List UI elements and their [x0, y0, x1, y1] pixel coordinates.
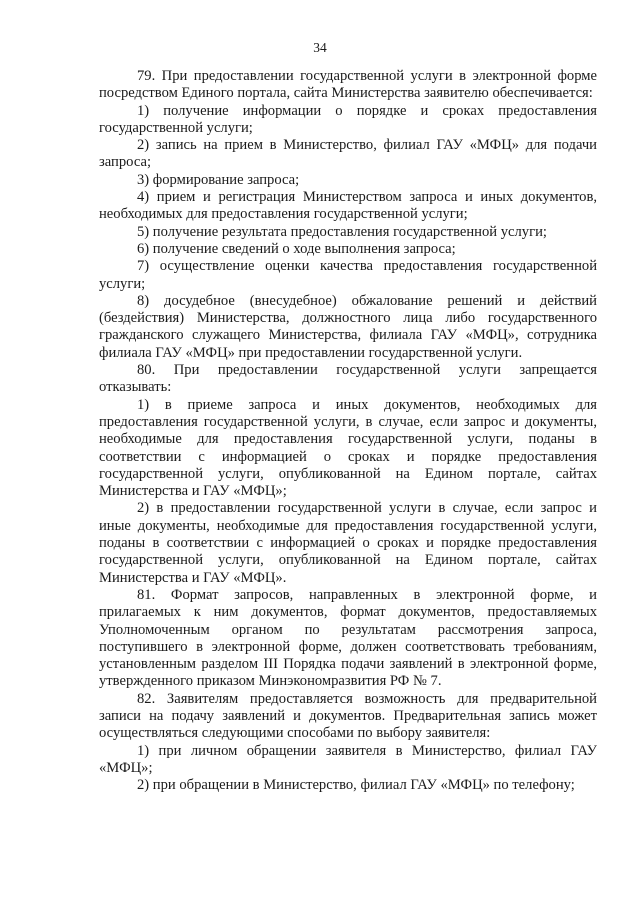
paragraph-81: 81. Формат запросов, направленных в электронной форме, и прилагаемых к ним документов, формат документов, предоставляемых Уполномоченным органом по результатам рассмотрения запроса, поступившего в электронной форме, должен соответствовать требованиям, установленным разделом III Порядка подачи заявлений в электронной форме, утвержденного приказом Минэкономразвития РФ № 7.	[99, 586, 597, 690]
paragraph-80: 80. При предоставлении государственной услуги запрещается отказывать:	[99, 362, 597, 396]
list-item: 7) осуществление оценки качества предоставления государственной услуги;	[99, 258, 597, 292]
list-item: 1) при личном обращении заявителя в Министерство, филиал ГАУ «МФЦ»;	[99, 742, 597, 776]
list-item: 1) в приеме запроса и иных документов, необходимых для предоставления государственной услуги, в случае, если запрос и документы, необходимые для предоставления государственной услуги, поданы в соответствии с информацией о сроках и порядке предоставления государственной услуги, опубликованной на Едином портале, сайтах Министерства и ГАУ «МФЦ»;	[99, 396, 597, 500]
paragraph-82: 82. Заявителям предоставляется возможность для предварительной записи на подачу заявлений и документов. Предварительная запись может осуществляться следующими способами по выбору заявителя:	[99, 690, 597, 742]
list-item: 4) прием и регистрация Министерством запроса и иных документов, необходимых для предоставления государственной услуги;	[99, 189, 597, 223]
list-item: 2) в предоставлении государственной услуги в случае, если запрос и иные документы, необходимые для предоставления государственной услуги, поданы в соответствии с информацией о сроках и порядке предоставления государственной услуги, опубликованной на Едином портале, сайтах Министерства и ГАУ «МФЦ».	[99, 500, 597, 586]
list-item: 8) досудебное (внесудебное) обжалование решений и действий (бездействия) Министерства, должностного лица либо государственного гражданского служащего Министерства, филиала ГАУ «МФЦ», сотрудника филиала ГАУ «МФЦ» при предоставлении государственной услуги.	[99, 292, 597, 361]
list-item: 2) запись на прием в Министерство, филиал ГАУ «МФЦ» для подачи запроса;	[99, 137, 597, 171]
paragraph-79: 79. При предоставлении государственной услуги в электронной форме посредством Единого портала, сайта Министерства заявителю обеспечивается:	[99, 68, 597, 102]
page-number: 34	[313, 40, 327, 55]
list-item: 2) при обращении в Министерство, филиал ГАУ «МФЦ» по телефону;	[137, 777, 575, 794]
document-body	[99, 68, 597, 794]
list-item: 3) формирование запроса;	[137, 171, 300, 188]
list-item: 5) получение результата предоставления государственной услуги;	[137, 223, 547, 240]
list-item: 6) получение сведений о ходе выполнения запроса;	[137, 240, 456, 257]
list-item: 1) получение информации о порядке и сроках предоставления государственной услуги;	[99, 102, 597, 136]
